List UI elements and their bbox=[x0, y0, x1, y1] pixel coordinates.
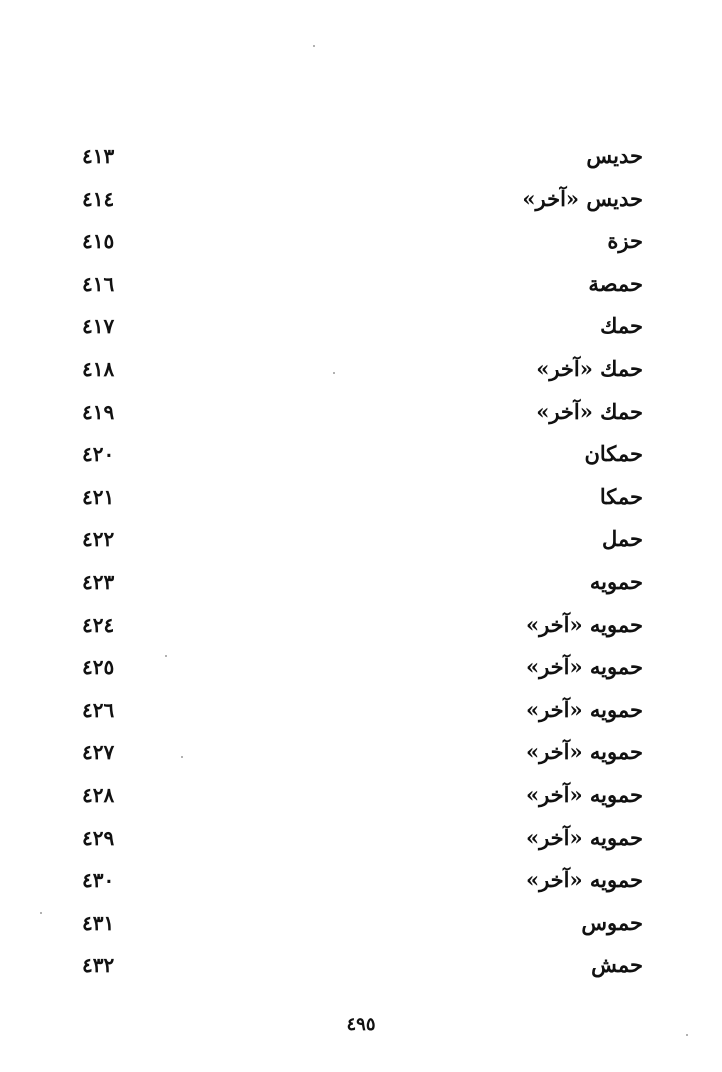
entry-page-number: ٤٢١ bbox=[82, 484, 115, 509]
entry-page-number: ٤٢٠ bbox=[82, 442, 115, 467]
index-entry bbox=[60, 902, 660, 945]
entry-name: حمويه bbox=[589, 568, 643, 594]
entry-page-number: ٤١٣ bbox=[82, 144, 115, 168]
index-entry bbox=[60, 561, 660, 604]
entry-page-number: ٤٢٩ bbox=[82, 825, 115, 850]
entry-name: حمويه «آخر» bbox=[525, 654, 643, 680]
index-entry bbox=[60, 689, 660, 732]
entry-name: حمك bbox=[600, 313, 643, 339]
scan-speck bbox=[686, 1034, 688, 1036]
entry-page-number: ٤٣١ bbox=[82, 910, 115, 935]
index-entry bbox=[60, 646, 660, 689]
index-entry bbox=[60, 604, 660, 647]
entry-page-number: ٤٣٠ bbox=[82, 868, 115, 893]
index-entry bbox=[60, 263, 660, 306]
entry-page-number: ٤٢٥ bbox=[82, 655, 115, 680]
entry-name: حزة bbox=[607, 228, 643, 254]
entry-page-number: ٤٢٦ bbox=[82, 697, 115, 722]
index-entry bbox=[60, 433, 660, 476]
index-entry bbox=[60, 178, 660, 221]
entry-name: حمويه «آخر» bbox=[525, 739, 643, 765]
index-entry bbox=[60, 348, 660, 391]
entry-page-number: ٤١٩ bbox=[82, 399, 115, 424]
index-entry bbox=[60, 220, 660, 263]
entry-name: حمويه «آخر» bbox=[525, 824, 643, 850]
entry-page-number: ٤٢٨ bbox=[82, 782, 115, 807]
entry-page-number: ٤١٨ bbox=[82, 356, 115, 381]
entry-name: حمل bbox=[601, 526, 643, 552]
scan-speck bbox=[40, 912, 42, 914]
entry-name: حمكا bbox=[599, 483, 643, 509]
entry-name: حمصة bbox=[588, 270, 643, 296]
index-entry bbox=[60, 476, 660, 519]
entry-name: حمك «آخر» bbox=[536, 398, 643, 424]
entry-page-number: ٤١٤ bbox=[82, 186, 115, 211]
index-entry bbox=[60, 305, 660, 348]
entry-page-number: ٤١٥ bbox=[82, 229, 115, 254]
scan-speck bbox=[313, 45, 315, 47]
entry-page-number: ٤٢٧ bbox=[82, 740, 115, 765]
index-entry bbox=[60, 391, 660, 434]
index-entry bbox=[60, 774, 660, 817]
index-entry bbox=[60, 135, 660, 178]
entry-page-number: ٤٣٢ bbox=[82, 953, 115, 978]
entry-name: حديس «آخر» bbox=[522, 185, 643, 211]
entry-name: حمش bbox=[591, 952, 643, 978]
entry-page-number: ٤١٧ bbox=[82, 314, 115, 339]
index-entry bbox=[60, 859, 660, 902]
entry-name: حمكان bbox=[584, 441, 643, 467]
entry-name: حمويه «آخر» bbox=[525, 611, 643, 637]
scan-speck bbox=[333, 372, 335, 374]
entry-page-number: ٤١٦ bbox=[82, 271, 115, 296]
index-entry bbox=[60, 731, 660, 774]
entry-name: حموس bbox=[581, 909, 643, 935]
scan-speck bbox=[165, 655, 167, 657]
scan-speck bbox=[181, 756, 183, 758]
entry-name: حمويه «آخر» bbox=[525, 696, 643, 722]
entry-name: حمويه «آخر» bbox=[525, 781, 643, 807]
entry-name: حمويه «آخر» bbox=[525, 867, 643, 893]
index-list bbox=[60, 135, 660, 987]
entry-page-number: ٤٢٣ bbox=[82, 569, 115, 594]
entry-name: حديس bbox=[586, 143, 643, 168]
index-entry bbox=[60, 518, 660, 561]
index-entry bbox=[60, 817, 660, 860]
entry-page-number: ٤٢٢ bbox=[82, 527, 115, 552]
index-entry bbox=[60, 944, 660, 987]
page-number: ٤٩٥ bbox=[346, 1014, 376, 1035]
entry-page-number: ٤٢٤ bbox=[82, 612, 115, 637]
entry-name: حمك «آخر» bbox=[536, 355, 643, 381]
